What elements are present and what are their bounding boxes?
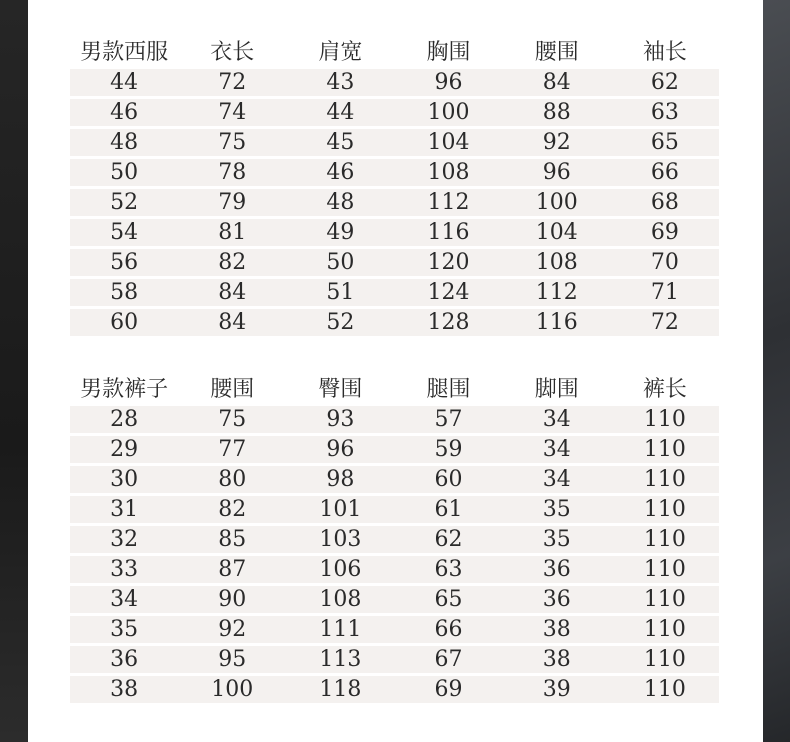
table-cell: 45 xyxy=(286,129,394,156)
table-cell: 28 xyxy=(70,406,178,433)
table-cell: 81 xyxy=(178,219,286,246)
table-row xyxy=(70,676,719,703)
table-cell: 38 xyxy=(503,646,611,673)
column-header: 胸围 xyxy=(426,40,471,65)
table-cell: 82 xyxy=(178,249,286,276)
table-row xyxy=(70,159,719,186)
table-cell: 46 xyxy=(70,99,178,126)
column-header: 袖长 xyxy=(642,40,687,65)
table-cell: 38 xyxy=(503,616,611,643)
table-cell: 35 xyxy=(503,496,611,523)
table-cell: 80 xyxy=(178,466,286,493)
table-cell: 36 xyxy=(503,556,611,583)
column-header: 男款裤子 xyxy=(80,377,169,402)
table-cell: 104 xyxy=(503,219,611,246)
suit-size-table xyxy=(70,32,719,339)
table-cell: 104 xyxy=(394,129,502,156)
table-cell: 34 xyxy=(503,406,611,433)
table-cell: 36 xyxy=(70,646,178,673)
table-row xyxy=(70,129,719,156)
table-cell: 106 xyxy=(286,556,394,583)
table-cell: 74 xyxy=(178,99,286,126)
table-cell: 110 xyxy=(611,466,719,493)
table-cell: 58 xyxy=(70,279,178,306)
table-cell: 66 xyxy=(611,159,719,186)
table-cell: 48 xyxy=(286,189,394,216)
table-row xyxy=(70,466,719,493)
table-cell: 116 xyxy=(394,219,502,246)
table-cell: 34 xyxy=(503,466,611,493)
table-cell: 100 xyxy=(503,189,611,216)
table-cell: 68 xyxy=(611,189,719,216)
table-cell: 98 xyxy=(286,466,394,493)
column-header: 臀围 xyxy=(318,377,363,402)
table-cell: 96 xyxy=(394,69,502,96)
table-cell: 66 xyxy=(394,616,502,643)
table-cell: 78 xyxy=(178,159,286,186)
table-cell: 92 xyxy=(503,129,611,156)
column-header: 肩宽 xyxy=(318,40,363,65)
table-cell: 60 xyxy=(394,466,502,493)
table-row xyxy=(70,99,719,126)
table-cell: 50 xyxy=(70,159,178,186)
table-cell: 63 xyxy=(611,99,719,126)
pants-size-header-row xyxy=(70,372,719,403)
table-cell: 39 xyxy=(503,676,611,703)
table-cell: 36 xyxy=(503,586,611,613)
table-cell: 110 xyxy=(611,436,719,463)
table-cell: 29 xyxy=(70,436,178,463)
table-row xyxy=(70,436,719,463)
table-cell: 35 xyxy=(503,526,611,553)
background-left xyxy=(0,0,28,742)
table-cell: 110 xyxy=(611,676,719,703)
table-cell: 85 xyxy=(178,526,286,553)
table-row xyxy=(70,69,719,96)
column-header: 腰围 xyxy=(534,40,579,65)
table-cell: 35 xyxy=(70,616,178,643)
suit-size-header-row xyxy=(70,35,719,66)
table-cell: 128 xyxy=(394,309,502,336)
table-cell: 108 xyxy=(503,249,611,276)
table-cell: 112 xyxy=(394,189,502,216)
table-row xyxy=(70,309,719,336)
table-cell: 87 xyxy=(178,556,286,583)
table-cell: 54 xyxy=(70,219,178,246)
table-cell: 75 xyxy=(178,406,286,433)
table-cell: 69 xyxy=(394,676,502,703)
table-cell: 77 xyxy=(178,436,286,463)
table-cell: 34 xyxy=(70,586,178,613)
column-header: 腿围 xyxy=(426,377,471,402)
table-cell: 110 xyxy=(611,646,719,673)
table-cell: 72 xyxy=(611,309,719,336)
table-cell: 100 xyxy=(178,676,286,703)
table-row xyxy=(70,249,719,276)
table-row xyxy=(70,616,719,643)
table-cell: 31 xyxy=(70,496,178,523)
table-cell: 30 xyxy=(70,466,178,493)
table-row xyxy=(70,526,719,553)
table-cell: 51 xyxy=(286,279,394,306)
table-cell: 79 xyxy=(178,189,286,216)
table-cell: 110 xyxy=(611,526,719,553)
table-cell: 44 xyxy=(286,99,394,126)
table-cell: 110 xyxy=(611,406,719,433)
table-cell: 34 xyxy=(503,436,611,463)
table-cell: 62 xyxy=(394,526,502,553)
table-cell: 59 xyxy=(394,436,502,463)
table-cell: 57 xyxy=(394,406,502,433)
table-cell: 111 xyxy=(286,616,394,643)
table-cell: 96 xyxy=(286,436,394,463)
table-cell: 110 xyxy=(611,556,719,583)
table-cell: 52 xyxy=(70,189,178,216)
table-cell: 124 xyxy=(394,279,502,306)
table-cell: 70 xyxy=(611,249,719,276)
table-cell: 33 xyxy=(70,556,178,583)
table-cell: 50 xyxy=(286,249,394,276)
table-cell: 103 xyxy=(286,526,394,553)
table-cell: 108 xyxy=(286,586,394,613)
table-cell: 118 xyxy=(286,676,394,703)
table-row xyxy=(70,219,719,246)
table-cell: 69 xyxy=(611,219,719,246)
table-cell: 46 xyxy=(286,159,394,186)
table-cell: 84 xyxy=(178,279,286,306)
table-row xyxy=(70,496,719,523)
table-cell: 49 xyxy=(286,219,394,246)
table-row xyxy=(70,586,719,613)
table-cell: 61 xyxy=(394,496,502,523)
table-cell: 63 xyxy=(394,556,502,583)
table-cell: 88 xyxy=(503,99,611,126)
table-cell: 116 xyxy=(503,309,611,336)
column-header: 衣长 xyxy=(210,40,255,65)
pants-size-table xyxy=(70,369,719,706)
table-cell: 112 xyxy=(503,279,611,306)
column-header: 脚围 xyxy=(534,377,579,402)
table-row xyxy=(70,189,719,216)
table-cell: 90 xyxy=(178,586,286,613)
table-cell: 84 xyxy=(178,309,286,336)
table-cell: 56 xyxy=(70,249,178,276)
table-cell: 48 xyxy=(70,129,178,156)
table-row xyxy=(70,279,719,306)
table-cell: 75 xyxy=(178,129,286,156)
table-cell: 62 xyxy=(611,69,719,96)
table-cell: 60 xyxy=(70,309,178,336)
table-cell: 67 xyxy=(394,646,502,673)
column-header: 腰围 xyxy=(210,377,255,402)
table-cell: 84 xyxy=(503,69,611,96)
table-cell: 95 xyxy=(178,646,286,673)
background-right xyxy=(763,0,790,742)
table-cell: 113 xyxy=(286,646,394,673)
table-cell: 52 xyxy=(286,309,394,336)
table-cell: 96 xyxy=(503,159,611,186)
table-cell: 43 xyxy=(286,69,394,96)
table-cell: 93 xyxy=(286,406,394,433)
table-cell: 110 xyxy=(611,496,719,523)
table-cell: 92 xyxy=(178,616,286,643)
column-header: 裤长 xyxy=(642,377,687,402)
table-row xyxy=(70,646,719,673)
table-row xyxy=(70,406,719,433)
table-cell: 65 xyxy=(611,129,719,156)
table-cell: 82 xyxy=(178,496,286,523)
table-cell: 72 xyxy=(178,69,286,96)
table-cell: 110 xyxy=(611,586,719,613)
table-cell: 100 xyxy=(394,99,502,126)
table-cell: 32 xyxy=(70,526,178,553)
table-cell: 110 xyxy=(611,616,719,643)
table-cell: 120 xyxy=(394,249,502,276)
table-row xyxy=(70,556,719,583)
table-cell: 44 xyxy=(70,69,178,96)
column-header: 男款西服 xyxy=(80,40,169,65)
table-cell: 38 xyxy=(70,676,178,703)
table-cell: 101 xyxy=(286,496,394,523)
table-cell: 108 xyxy=(394,159,502,186)
table-cell: 71 xyxy=(611,279,719,306)
table-cell: 65 xyxy=(394,586,502,613)
